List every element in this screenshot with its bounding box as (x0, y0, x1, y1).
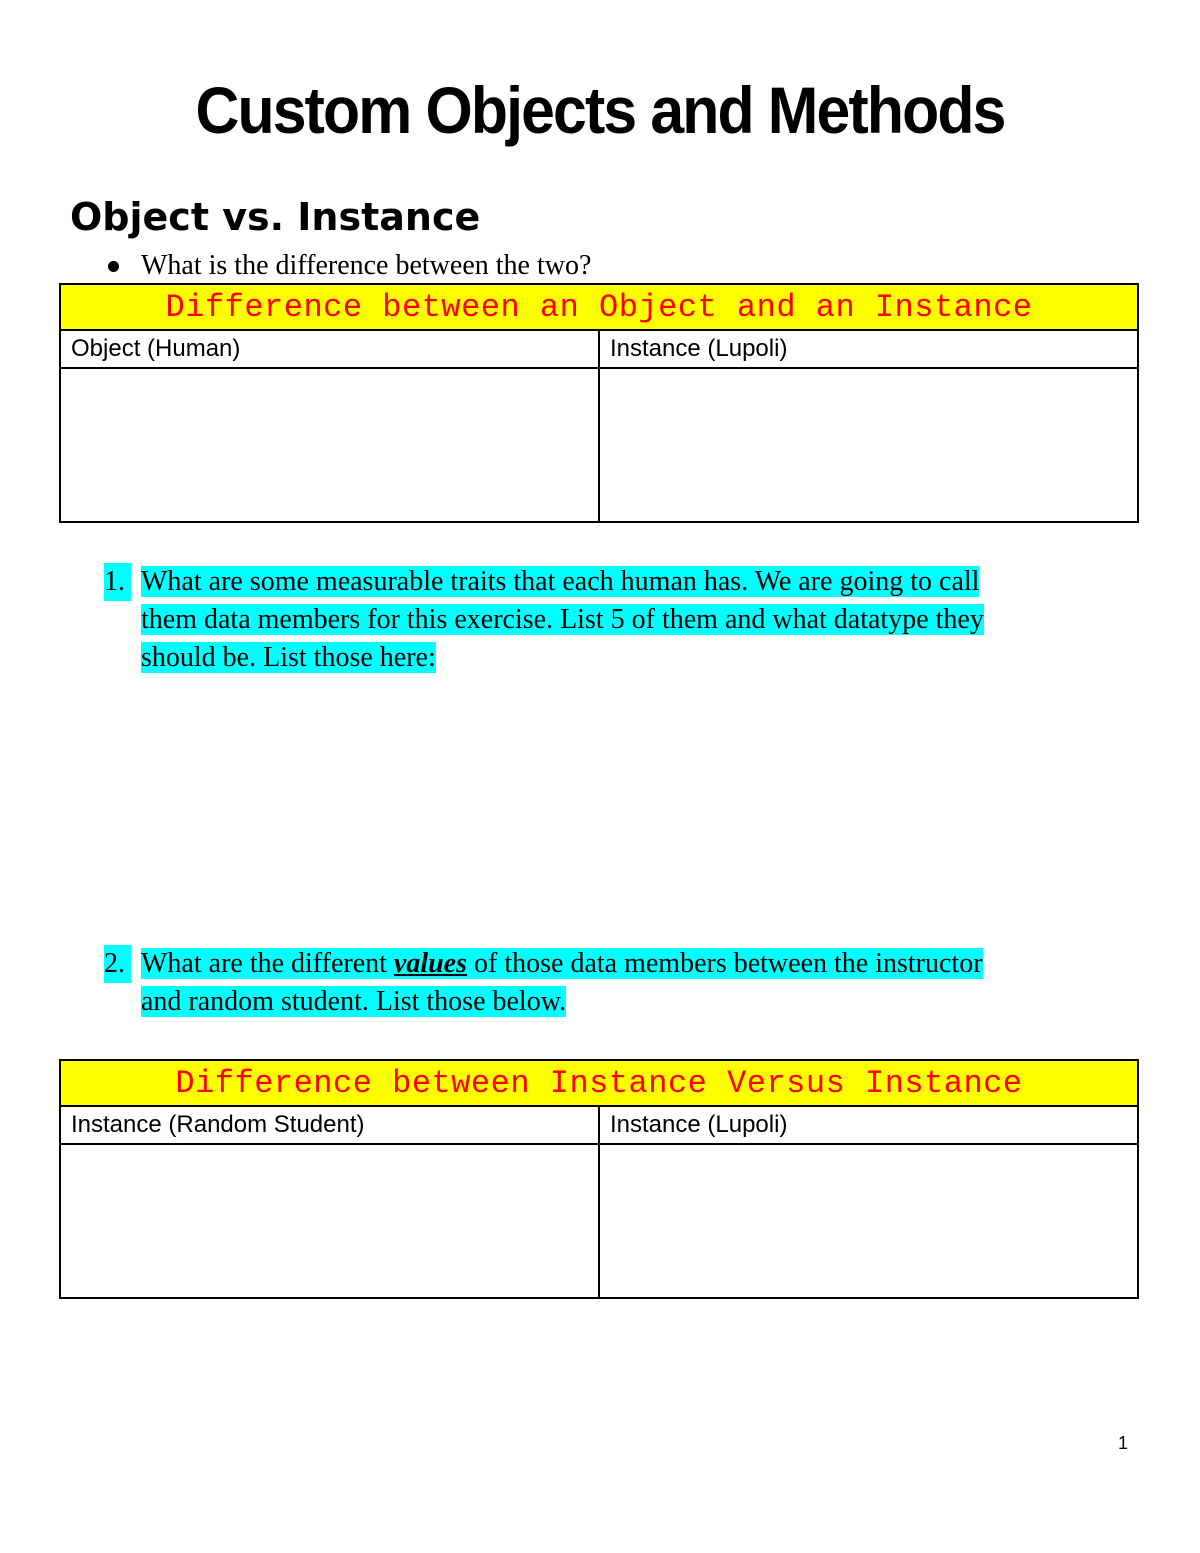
question-1-line-1: What are some measurable traits that each human has. We are going to call (141, 566, 980, 597)
question-2-number: 2. (104, 945, 131, 983)
section-heading: Object vs. Instance (70, 195, 481, 239)
table-header: Difference between Instance Versus Instance (60, 1060, 1138, 1106)
question-1-line-2: them data members for this exercise. List 5 of them and what datatype they (141, 604, 984, 635)
answer-cell-random-student[interactable] (60, 1144, 599, 1298)
object-vs-instance-table (59, 283, 1139, 523)
bullet-text: What is the difference between the two? (141, 250, 592, 281)
instance-vs-instance-table (59, 1059, 1139, 1299)
column-header-instance: Instance (Lupoli) (599, 330, 1138, 368)
answer-cell-instance[interactable] (599, 368, 1138, 522)
answer-cell-object[interactable] (60, 368, 599, 522)
question-2-text-after: of those data members between the instructor (467, 948, 983, 979)
question-2-emphasis: values (393, 948, 468, 979)
bullet-item (108, 250, 591, 282)
column-header-lupoli: Instance (Lupoli) (599, 1106, 1138, 1144)
table-header: Difference between an Object and an Instance (60, 284, 1138, 330)
page-title: Custom Objects and Methods (195, 73, 1005, 147)
column-header-random-student: Instance (Random Student) (60, 1106, 599, 1144)
question-2-line-1 (141, 948, 983, 979)
question-2-line-2: and random student. List those below. (141, 986, 567, 1017)
question-1 (104, 563, 1104, 677)
column-header-object: Object (Human) (60, 330, 599, 368)
question-2 (104, 945, 1104, 1021)
question-1-line-3: should be. List those here: (141, 642, 436, 673)
bullet-dot-icon (108, 261, 119, 272)
answer-cell-lupoli[interactable] (599, 1144, 1138, 1298)
page-number: 1 (1117, 1433, 1128, 1453)
question-1-number: 1. (104, 563, 131, 601)
question-2-text-before: What are the different (141, 948, 394, 979)
